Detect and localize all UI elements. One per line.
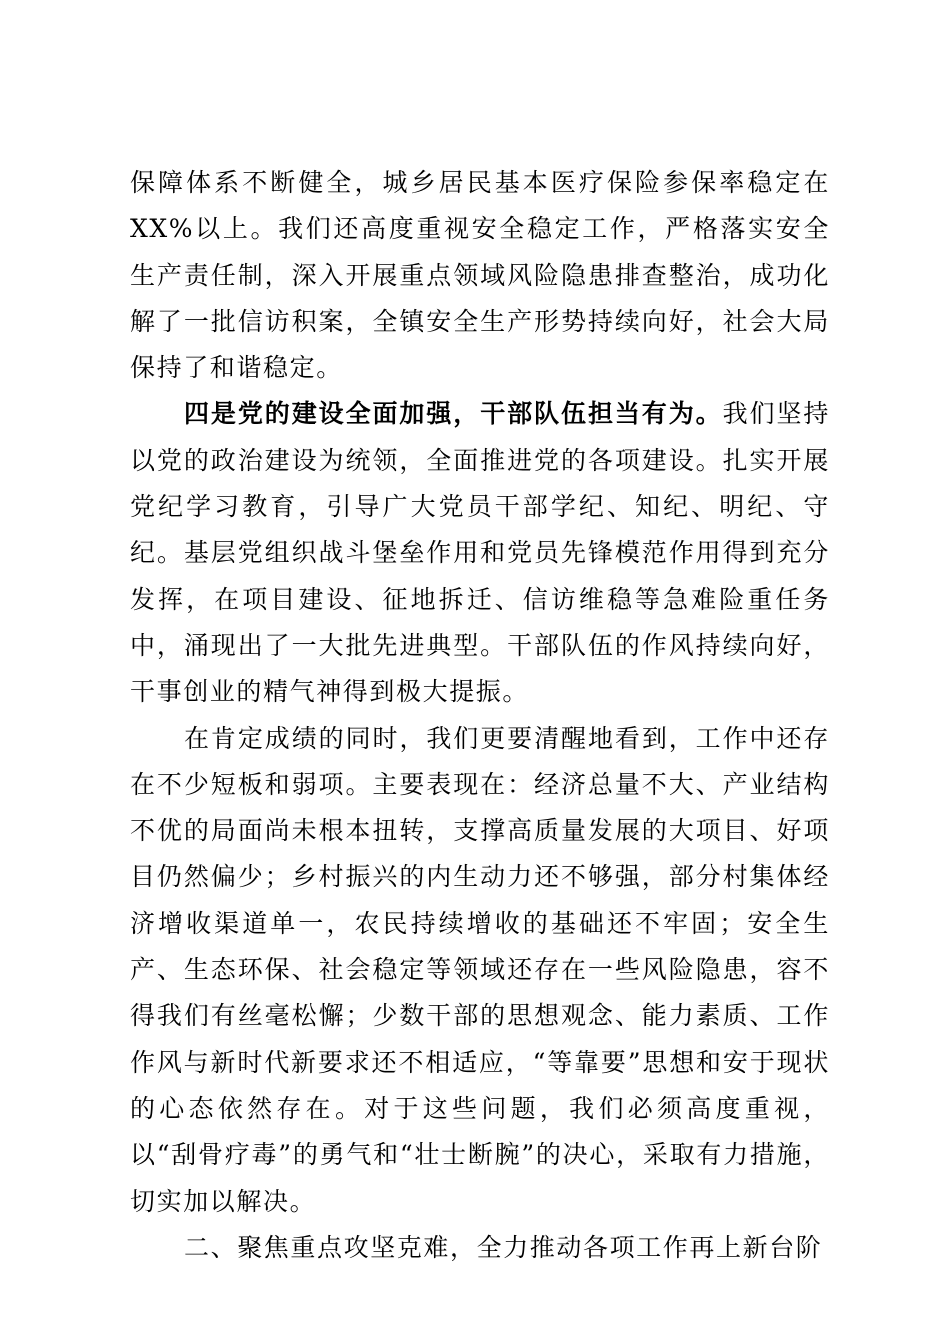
paragraph-shortcomings bbox=[130, 716, 830, 1225]
section-heading-text: 二、聚焦重点攻坚克难，全力推动各项工作再上新台阶 bbox=[184, 1232, 823, 1262]
paragraph-lead: 四是党的建设全面加强，干部队伍担当有为。 bbox=[184, 399, 723, 429]
paragraph-text: 保障体系不断健全，城乡居民基本医疗保险参保率稳定在XX%以上。我们还高度重视安全稳定工作，严格落实安全生产责任制，深入开展重点领域风险隐患排查整治，成功化解了一批信访积案，全镇安全生产形势持续向好，社会大局保持了和谐稳定。 bbox=[130, 168, 830, 383]
section-heading bbox=[130, 1225, 830, 1271]
paragraph-text: 我们坚持以党的政治建设为统领，全面推进党的各项建设。扎实开展党纪学习教育，引导广大党员干部学纪、知纪、明纪、守纪。基层党组织战斗堡垒作用和党员先锋模范作用得到充分发挥，在项目建设、征地拆迁、信访维稳等急难险重任务中，涌现出了一大批先进典型。干部队伍的作风持续向好，干事创业的精气神得到极大提振。 bbox=[130, 399, 830, 707]
paragraph-text: 在肯定成绩的同时，我们更要清醒地看到，工作中还存在不少短板和弱项。主要表现在：经济总量不大、产业结构不优的局面尚未根本扭转，支撑高质量发展的大项目、好项目仍然偏少；乡村振兴的内生动力还不够强，部分村集体经济增收渠道单一，农民持续增收的基础还不牢固；安全生产、生态环保、社会稳定等领域还存在一些风险隐患，容不得我们有丝毫松懈；少数干部的思想观念、能力素质、工作作风与新时代新要求还不相适应，“等靠要”思想和安于现状的心态依然存在。对于这些问题，我们必须高度重视，以“刮骨疗毒”的勇气和“壮士断腕”的决心，采取有力措施，切实加以解决。 bbox=[130, 723, 830, 1216]
document-body bbox=[130, 160, 830, 1271]
paragraph-party-building bbox=[130, 391, 830, 715]
paragraph-continuation bbox=[130, 160, 830, 391]
